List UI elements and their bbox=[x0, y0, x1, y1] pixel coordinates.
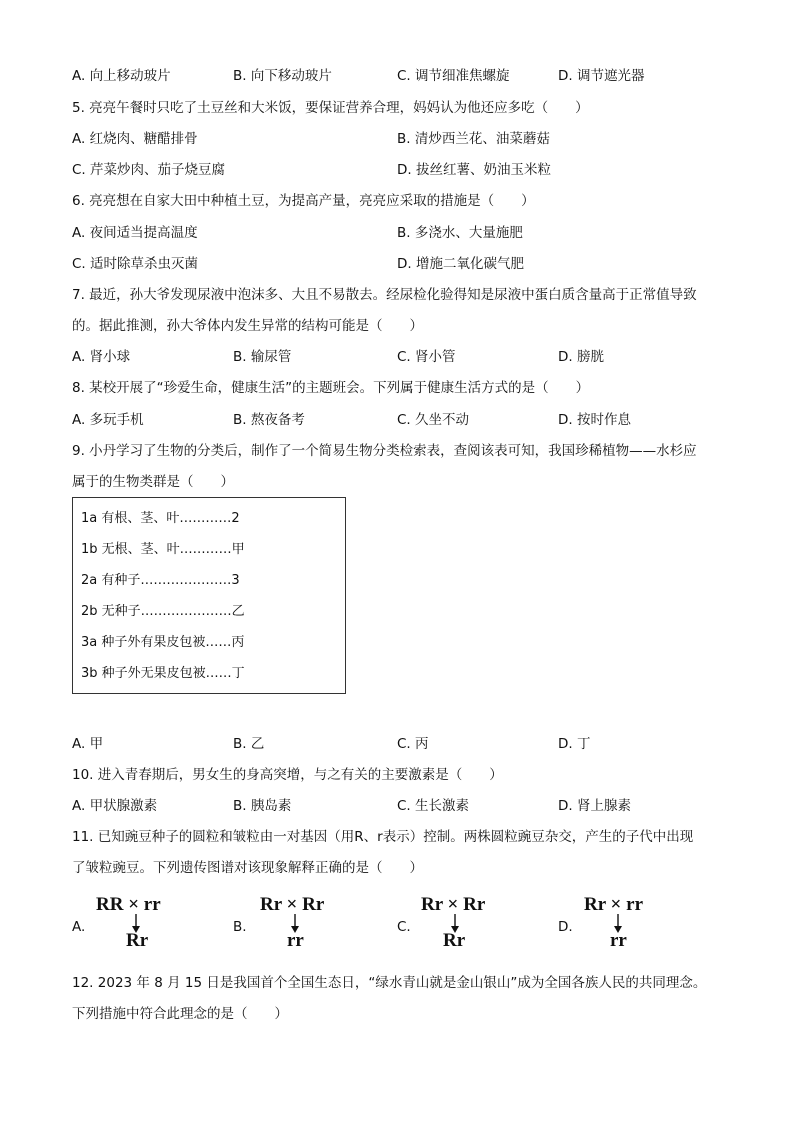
q10-stem: 10. 进入青春期后，男女生的身高突增，与之有关的主要激素是（ ） bbox=[72, 767, 503, 783]
q11-option-c bbox=[397, 894, 517, 956]
q8-option-d: D. 按时作息 bbox=[558, 412, 631, 428]
key-line: 1b 无根、茎、叶…………甲 bbox=[81, 542, 245, 557]
key-line: 2b 无种子…………………乙 bbox=[81, 604, 245, 619]
offspring-genotype: rr bbox=[610, 930, 627, 951]
q10-option-d: D. 肾上腺素 bbox=[558, 798, 631, 814]
parent-cross: Rr × Rr bbox=[260, 894, 325, 915]
q9-option-a: A. 甲 bbox=[72, 736, 104, 752]
q4-option-c: C. 调节细准焦螺旋 bbox=[397, 68, 510, 84]
parent-cross: Rr × Rr bbox=[421, 894, 486, 915]
option-label: A. bbox=[72, 919, 86, 935]
q11-option-d bbox=[558, 894, 678, 956]
q10-option-c: C. 生长激素 bbox=[397, 798, 470, 814]
q10-option-b: B. 胰岛素 bbox=[233, 798, 292, 814]
q6-option-d: D. 增施二氧化碳气肥 bbox=[397, 256, 524, 272]
q4-option-d: D. 调节遮光器 bbox=[558, 68, 645, 84]
q11-stem-line1: 11. 已知豌豆种子的圆粒和皱粒由一对基因（用R、r表示）控制。两株圆粒豌豆杂交，产生的子代中出现 bbox=[72, 829, 694, 845]
q9-stem-line2: 属于的生物类群是（ ） bbox=[72, 474, 234, 490]
q8-stem: 8. 某校开展了“珍爱生命，健康生活”的主题班会。下列属于健康生活方式的是（ ） bbox=[72, 380, 590, 396]
q11-option-a bbox=[72, 894, 192, 956]
option-label: B. bbox=[233, 919, 247, 935]
key-line: 3a 种子外有果皮包被……丙 bbox=[81, 635, 245, 650]
q6-stem: 6. 亮亮想在自家大田中种植土豆，为提高产量，亮亮应采取的措施是（ ） bbox=[72, 193, 535, 209]
q5-option-b: B. 清炒西兰花、油菜蘑菇 bbox=[397, 131, 550, 147]
option-label: C. bbox=[397, 919, 411, 935]
parent-cross: Rr × rr bbox=[584, 894, 644, 915]
q6-option-b: B. 多浇水、大量施肥 bbox=[397, 225, 523, 241]
key-line: 3b 种子外无果皮包被……丁 bbox=[81, 666, 245, 681]
q11-stem-line2: 了皱粒豌豆。下列遗传图谱对该现象解释正确的是（ ） bbox=[72, 860, 423, 876]
q7-option-b: B. 输尿管 bbox=[233, 349, 292, 365]
q9-option-d: D. 丁 bbox=[558, 736, 591, 752]
q8-option-a: A. 多玩手机 bbox=[72, 412, 144, 428]
q4-option-b: B. 向下移动玻片 bbox=[233, 68, 332, 84]
offspring-genotype: rr bbox=[287, 930, 304, 951]
q9-stem-line1: 9. 小丹学习了生物的分类后，制作了一个简易生物分类检索表，查阅该表可知，我国珍稀植物——水杉应 bbox=[72, 443, 697, 459]
q7-stem-line1: 7. 最近，孙大爷发现尿液中泡沫多、大且不易散去。经尿检化验得知是尿液中蛋白质含量高于正常值导致 bbox=[72, 287, 697, 303]
q11-option-b bbox=[233, 894, 353, 956]
q10-option-a: A. 甲状腺激素 bbox=[72, 798, 158, 814]
option-label: D. bbox=[558, 919, 573, 935]
classification-key-table bbox=[72, 497, 346, 694]
q6-option-a: A. 夜间适当提高温度 bbox=[72, 225, 198, 241]
q5-option-d: D. 拔丝红薯、奶油玉米粒 bbox=[397, 162, 551, 178]
key-line: 1a 有根、茎、叶…………2 bbox=[81, 511, 240, 526]
q12-stem-line2: 下列措施中符合此理念的是（ ） bbox=[72, 1006, 288, 1022]
q6-option-c: C. 适时除草杀虫灭菌 bbox=[72, 256, 199, 272]
q7-option-a: A. 肾小球 bbox=[72, 349, 131, 365]
q8-option-c: C. 久坐不动 bbox=[397, 412, 470, 428]
q5-option-a: A. 红烧肉、糖醋排骨 bbox=[72, 131, 198, 147]
q12-stem-line1: 12. 2023 年 8 月 15 日是我国首个全国生态日，“绿水青山就是金山银山”成为全国各族人民的共同理念。 bbox=[72, 975, 707, 991]
q7-stem-line2: 的。据此推测，孙大爷体内发生异常的结构可能是（ ） bbox=[72, 318, 423, 334]
q4-option-a: A. 向上移动玻片 bbox=[72, 68, 171, 84]
q5-stem: 5. 亮亮午餐时只吃了土豆丝和大米饭，要保证营养合理，妈妈认为他还应多吃（ ） bbox=[72, 100, 589, 116]
offspring-genotype: Rr bbox=[126, 930, 149, 951]
key-line: 2a 有种子…………………3 bbox=[81, 573, 240, 588]
q7-option-d: D. 膀胱 bbox=[558, 349, 604, 365]
q8-option-b: B. 熬夜备考 bbox=[233, 412, 305, 428]
q9-option-c: C. 丙 bbox=[397, 736, 429, 752]
q7-option-c: C. 肾小管 bbox=[397, 349, 456, 365]
parent-cross: RR × rr bbox=[96, 894, 161, 915]
q5-option-c: C. 芹菜炒肉、茄子烧豆腐 bbox=[72, 162, 226, 178]
q9-option-b: B. 乙 bbox=[233, 736, 265, 752]
offspring-genotype: Rr bbox=[443, 930, 466, 951]
